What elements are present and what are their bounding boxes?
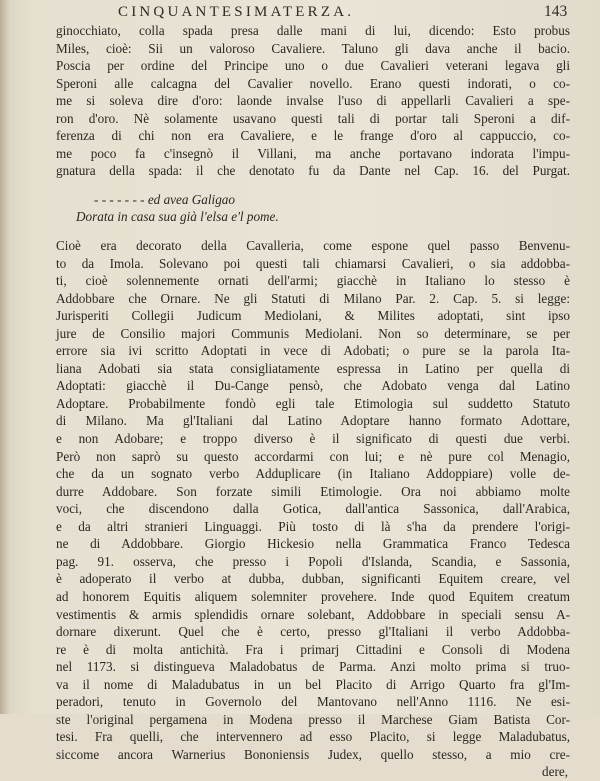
text-line: to da Imola. Solevano poi questi tali chiamarsi Cavalieri, o sia addobba- xyxy=(56,255,570,271)
paragraph-1 xyxy=(56,22,570,180)
text-line: pag. 91. osserva, che presso i Popoli d'Islanda, Scandia, e Sassonia, xyxy=(56,553,570,569)
text-line: voci, che discendono dalla Gotica, dall'antica Sassonica, dall'Arabica, xyxy=(56,501,570,517)
page-number: 143 xyxy=(544,3,568,20)
dante-quotation xyxy=(56,191,570,226)
paragraph-2 xyxy=(56,237,570,763)
text-line: Adoptati: giacchè il Du-Cange pensò, che Adobato venga dal Latino xyxy=(56,378,570,394)
catchword: dere, xyxy=(542,764,568,780)
text-line: ne di Addobbare. Giorgio Hickesio nella Grammatica Franco Tedesca xyxy=(56,536,570,552)
text-line: nel 1173. si distingueva Maladobatus de Parma. Anzi molto prima si truo- xyxy=(56,659,570,675)
text-line: peradori, tenuto in Governolo del Mantovano nell'Anno 1116. Ne esi- xyxy=(56,694,570,710)
text-line: Jurisperiti Collegii Judicum Mediolani, & Milites adoptati, sint ipso xyxy=(56,308,570,324)
text-line: e da altri stranieri Linguaggi. Più tosto di là s'ha da prendere l'origi- xyxy=(56,518,570,534)
text-line: ferenza di chi non era Cavaliere, e le frange d'oro al cappuccio, co- xyxy=(56,128,570,144)
spacer xyxy=(56,180,570,191)
text-line: e non Adobare; e troppo diverso è il significato di questi due verbi. xyxy=(56,431,570,447)
text-line: vestimentis & armis splendidis ornare solebant, Addobbare in speciali sensu A- xyxy=(56,606,570,622)
text-line: va il nome di Maladubatus in un bel Placito di Arrigo Quarto fra gl'Im- xyxy=(56,676,570,692)
text-line: durre Addobare. Son forzate simili Etimologie. Ora noi abbiamo molte xyxy=(56,483,570,499)
text-line: me si soleva dire d'oro: laonde invalse l'uso di appellarli Cavalieri a spe- xyxy=(56,93,570,109)
text-line: Speroni alle calcagna del Cavalier novello. Erano questi indorati, o co- xyxy=(56,75,570,91)
text-line: Però non saprò su questo accordarmi con lui; e nè pure col Menagio, xyxy=(56,448,570,464)
text-line: me poco fa c'insegnò il Villani, ma anche portavano indorata l'impu- xyxy=(56,145,570,161)
text-line: Miles, cioè: Sii un valoroso Cavaliere. Taluno gli dava anche il bacio. xyxy=(56,40,570,56)
text-line: ad honorem Equitis aliquem solemniter provehere. Inde quod Equitem creatum xyxy=(56,588,570,604)
text-line: Adoptare. Probabilmente fondò egli tale Etimologia sul suddetto Statuto xyxy=(56,395,570,411)
text-line: ginocchiato, colla spada presa dalle mani di lui, dicendo: Esto probus xyxy=(56,23,570,38)
text-line: errore sia ivi scritto Adoptati in vece di Adobati; o pure se la parola Ita- xyxy=(56,343,570,359)
text-line: ti, cioè solennemente ornati dell'armi; giacchè in Italiano lo stesso è xyxy=(56,273,570,289)
text-line: jure de Consilio majori Communis Mediolani. Non so determinare, se per xyxy=(56,325,570,341)
text-line: liana Adobati sia stata consigliatamente espressa in Latino per quella di xyxy=(56,360,570,376)
page-body xyxy=(56,22,570,781)
page-spine-shadow xyxy=(0,0,10,714)
text-line: Cioè era decorato della Cavalleria, come espone quel passo Benvenu- xyxy=(56,238,570,254)
text-line: dornare dixerunt. Quel che è certo, presso gl'Italiani il verbo Addobba- xyxy=(56,624,570,640)
text-line: Addobbare che Ornare. Ne gli Statuti di Milano Par. 2. Cap. 5. si legge: xyxy=(56,290,570,306)
text-line: siccome ancora Warnerius Bononiensis Judex, quello stesso, a mio cre- xyxy=(56,746,570,762)
text-line: tesi. Fra quelli, che intervennero ad esso Placito, si legge Maladubatus, xyxy=(56,729,570,745)
text-line: gnatura della spada: il che denotato fu da Dante nel Cap. 16. del Purgat. xyxy=(56,163,570,179)
running-title: CINQUANTESIMATERZA. xyxy=(118,4,355,20)
text-line: ron d'oro. Nè solamente usavano questi tali di portar tali Speroni a dif- xyxy=(56,110,570,126)
quote-line: Dorata in casa sua già l'elsa e'l pome. xyxy=(76,209,279,225)
text-line: che da un sognato verbo Adduplicare (in Italiano Addoppiare) volle de- xyxy=(56,466,570,482)
text-line: Poscia per ordine del Principe uno o due Cavalieri veterani legava gli xyxy=(56,58,570,74)
text-line: è adoperato il verbo at dubba, dubban, significanti Equitem creare, vel xyxy=(56,571,570,587)
quote-line: - - - - - - - ed avea Galigao xyxy=(94,191,235,207)
text-line: di Milano. Ma gl'Italiani dal Latino Adoptare hanno formato Adottare, xyxy=(56,413,570,429)
spacer xyxy=(56,226,570,237)
text-line: ste l'original pergamena in Modena presso il Marchese Giam Batista Cor- xyxy=(56,711,570,727)
text-line: re è di molta antichità. Fra i primarj Cittadini e Consoli di Modena xyxy=(56,641,570,657)
